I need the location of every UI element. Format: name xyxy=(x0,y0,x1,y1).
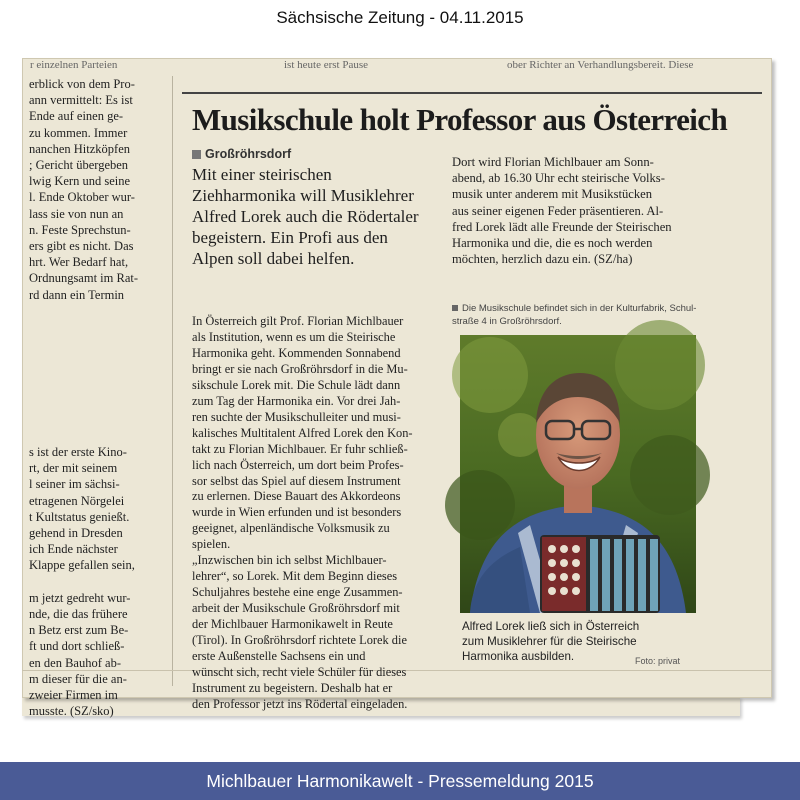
lead-line: Mit einer steirischen xyxy=(192,165,332,184)
body-line: möchten, herzlich dazu ein. (SZ/ha) xyxy=(452,252,633,267)
left-column-line: s ist der erste Kino- xyxy=(29,445,127,459)
body-line: (Tirol). In Großröhrsdorf richtete Lorek die xyxy=(192,633,407,648)
left-column-line: Ende auf einen ge- xyxy=(29,109,124,124)
left-column-line: rd dann ein Termin xyxy=(29,287,125,302)
body-line: lich nach Österreich, um dort beim Profes- xyxy=(192,457,404,472)
left-column-line: ft und dort schließ- xyxy=(29,639,125,654)
article-top-rule xyxy=(182,92,762,94)
left-neighbor-column xyxy=(22,76,170,719)
left-column-line xyxy=(22,574,170,590)
body-line: bringt er sie nach Großröhrsdorf in die Mu- xyxy=(192,361,408,376)
left-column-line: Klappe gefallen sein, xyxy=(29,558,135,573)
left-column-bottom-block xyxy=(22,444,170,719)
newspaper-clipping xyxy=(22,58,772,719)
body-line: sikschule Lorek mit. Die Schule lädt dann xyxy=(192,377,401,392)
left-column-line: l. Ende Oktober wur- xyxy=(29,190,135,205)
info-note-line-1 xyxy=(452,302,752,315)
body-line: zum Tag der Harmonika ein. Vor drei Jah- xyxy=(192,393,401,408)
left-column-line: nde, die das frühere xyxy=(29,607,128,622)
caption-line: Alfred Lorek ließ sich in Österreich xyxy=(462,620,640,633)
left-column-line: erblick von dem Pro- xyxy=(29,77,135,91)
body-line: „Inzwischen bin ich selbst Michlbauer- xyxy=(192,553,387,568)
left-column-line: etragenen Nörgelei xyxy=(29,493,125,508)
left-column-line: m dieser für die an- xyxy=(29,671,127,686)
top-cut-middle: ist heute erst Pause xyxy=(284,59,369,71)
body-line: Instrument zu begeistern. Deshalb hat er xyxy=(192,680,393,695)
body-line: als Institution, wenn es um die Steirische xyxy=(192,329,396,344)
body-line: abend, ab 16.30 Uhr echt steirische Volks- xyxy=(452,171,665,186)
body-line: lehrer“, so Lorek. Mit dem Beginn dieses xyxy=(192,569,398,584)
left-column-line: ann vermittelt: Es ist xyxy=(29,93,133,108)
body-line: wurde in Wien erfunden und ist besonders xyxy=(192,505,402,520)
lead-line: Ziehharmonika will Musiklehrer xyxy=(192,186,414,205)
dateline-text: Großröhrsdorf xyxy=(205,147,292,161)
body-line: kalisches Multitalent Alfred Lorek den Kon- xyxy=(192,425,413,440)
portrait-illustration xyxy=(460,335,696,613)
left-column-line: rt, der mit seinem xyxy=(29,461,118,476)
left-column-line: ; Gericht übergeben xyxy=(29,158,129,173)
body-line: erste Außenstelle Sachsens ein und xyxy=(192,649,366,664)
page-title: Sächsische Zeitung - 04.11.2015 xyxy=(276,8,524,27)
left-column-line: m jetzt gedreht wur- xyxy=(29,590,131,605)
body-line: zu erlernen. Diese Bauart des Akkordeons xyxy=(192,489,401,504)
article-photo xyxy=(460,335,696,613)
info-note-text-1: Die Musikschule befindet sich in der Kulturfabrik, Schul- xyxy=(462,303,697,314)
body-line: arbeit der Musikschule Großröhrsdorf mit xyxy=(192,601,400,616)
body-line: aus seiner eigenen Feder präsentieren. Al- xyxy=(452,203,664,218)
left-column-line: Ordnungsamt im Rat- xyxy=(29,271,139,286)
left-column-line: l seiner im sächsi- xyxy=(29,477,120,492)
article-body-main xyxy=(192,314,454,713)
body-line: musik unter anderem mit Musikstücken xyxy=(452,187,653,202)
body-line: den Professor jetzt ins Rödertal eingeladen. xyxy=(192,696,408,711)
top-cut-right: ober Richter an Verhandlungsbereit. Diese xyxy=(507,59,694,71)
info-note-line-2: straße 4 in Großröhrsdorf. xyxy=(452,316,562,327)
info-bullet-icon xyxy=(452,305,458,311)
left-column-top-block xyxy=(22,76,170,303)
lead-line: Alpen soll dabei helfen. xyxy=(192,249,355,268)
body-line: fred Lorek lädt alle Freunde der Steirischen xyxy=(452,219,672,234)
left-column-line: ich Ende nächster xyxy=(29,542,118,557)
left-column-line: lass sie von nun an xyxy=(29,206,124,221)
column-divider xyxy=(172,76,173,686)
body-line: takt zu Florian Michlbauer. Er fuhr schließ- xyxy=(192,441,408,456)
body-line: wünscht sich, recht viele Schüler für dieses xyxy=(192,664,407,679)
lead-line: Alfred Lorek auch die Rödertaler xyxy=(192,207,419,226)
footer-title: Michlbauer Harmonikawelt - Pressemeldung 2015 xyxy=(206,770,594,791)
caption-line: zum Musiklehrer für die Steirische xyxy=(462,635,637,648)
article-headline: Musikschule holt Professor aus Österreich xyxy=(192,102,728,137)
article xyxy=(177,92,767,711)
body-line: spielen. xyxy=(192,537,231,552)
left-column-line: n Betz erst zum Be- xyxy=(29,623,129,638)
body-line: Harmonika und die, die es noch werden xyxy=(452,236,653,251)
body-line: Schuljahres bestehe eine enge Zusammen- xyxy=(192,585,403,600)
body-line: geeignet, alpenländische Volksmusik zu xyxy=(192,521,390,536)
body-line: Dort wird Florian Michlbauer am Sonn- xyxy=(452,155,654,169)
body-line: Harmonika geht. Kommenden Sonnabend xyxy=(192,345,401,360)
left-column-line: hrt. Wer Bedarf hat, xyxy=(29,255,129,270)
left-column-line: zu kommen. Immer xyxy=(29,125,128,140)
top-cut-left: r einzelnen Parteien xyxy=(30,59,118,71)
left-column-line: musste. (SZ/sko) xyxy=(29,704,114,719)
info-note xyxy=(452,302,752,328)
body-line: ren suchte der Musikschulleiter und musi- xyxy=(192,409,401,424)
body-line: In Österreich gilt Prof. Florian Michlbauer xyxy=(192,314,404,328)
left-column-line: lwig Kern und seine xyxy=(29,174,131,189)
left-column-line: en den Bauhof ab- xyxy=(29,655,121,670)
left-column-line: ers gibt es nicht. Das xyxy=(29,239,134,254)
article-lead xyxy=(192,164,432,269)
footer-band xyxy=(0,762,800,800)
article-dateline xyxy=(192,147,291,161)
photo-credit: Foto: privat xyxy=(635,656,681,666)
article-body-right xyxy=(452,154,752,267)
lead-line: begeistern. Ein Profi aus den xyxy=(192,228,388,247)
body-line: sor selbst das Spiel auf diesem Instrument xyxy=(192,473,401,488)
left-column-line: nanchen Hitzköpfen xyxy=(29,141,131,156)
dateline-square-icon xyxy=(192,150,201,159)
left-column-line: gehend in Dresden xyxy=(29,526,123,541)
left-column-line: t Kultstatus genießt. xyxy=(29,509,130,524)
top-cut-text-row xyxy=(22,58,772,74)
left-column-line: n. Feste Sprechstun- xyxy=(29,222,131,237)
left-column-line: zweier Firmen im xyxy=(29,688,118,703)
body-line: der Michlbauer Harmonikawelt in Reute xyxy=(192,617,393,632)
caption-line: Harmonika ausbilden. xyxy=(462,650,575,663)
